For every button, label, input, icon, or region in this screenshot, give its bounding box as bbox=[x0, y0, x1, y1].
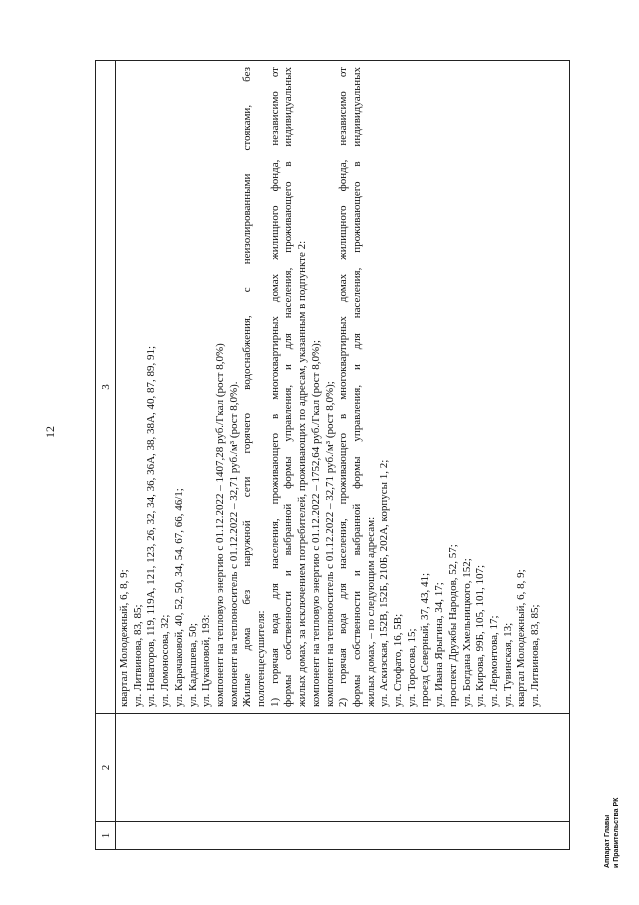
text-line: ул. Тувинская, 13; bbox=[501, 622, 514, 707]
text-line: компонент на тепловую энергию с 01.12.2022 – 1407,28 руб./Гкал (рост 8,0%) bbox=[213, 343, 226, 707]
text-line: формы собственности и выбранной формы управления, и для населения, проживающего в индивидуальных bbox=[350, 67, 363, 707]
header-col-3: 3 bbox=[96, 61, 116, 714]
text-line: ул. Ивана Ярыгина, 34, 17; bbox=[433, 582, 446, 707]
stamp-line-2: и Правительства РК bbox=[613, 797, 620, 868]
cell-col-3 bbox=[116, 61, 570, 714]
text-line: ул. Новаторов, 119, 119А, 121, 123, 26, 32, 34, 36, 36А, 38, 38А, 40, 87, 89, 91; bbox=[145, 345, 158, 707]
table-body-row bbox=[116, 61, 570, 850]
text-line: ул. Лермонтова, 17; bbox=[487, 615, 500, 707]
tariff-text bbox=[116, 61, 543, 713]
text-line: Жилые дома без наружной сети горячего водоснабжения, с неизолированными стояками, без bbox=[241, 67, 254, 707]
text-line: ул. Кадышева, 50; bbox=[186, 623, 199, 707]
cell-col-1 bbox=[116, 822, 570, 850]
text-line: квартал Молодежный, 6, 8, 9; bbox=[118, 569, 130, 707]
text-line: жилых домах, – по следующим адресам: bbox=[364, 516, 377, 707]
text-line: проспект Дружбы Народов, 52, 57; bbox=[446, 544, 459, 707]
text-line: формы собственности и выбранной формы управления, и для населения, проживающего в индивидуальных bbox=[282, 67, 295, 707]
text-line: ул. Карачаковой, 40, 52, 50, 34, 54, 67, 66, 46/1; bbox=[172, 488, 185, 707]
text-line: ул. Стофато, 16, 5В; bbox=[392, 613, 405, 707]
text-line: ул. Аскизская, 152В, 152Б, 210Б, 202А, корпусы 1, 2; bbox=[378, 459, 391, 707]
header-col-2: 2 bbox=[96, 714, 116, 822]
text-line: компонент на тепловую энергию с 01.12.2022 – 1752,64 руб./Гкал (рост 8,0%); bbox=[309, 340, 322, 707]
page-number: 12 bbox=[43, 426, 57, 438]
stamp-line-1: Аппарат Главы bbox=[604, 814, 611, 868]
text-line: ул. Литвинова, 83, 85; bbox=[131, 604, 144, 707]
text-line: проезд Северный, 37, 43, 41; bbox=[419, 572, 432, 707]
text-line: ул. Литвинова, 83, 85; bbox=[529, 604, 542, 707]
text-line: ул. Цукановой, 193: bbox=[200, 614, 213, 707]
text-line: ул. Кирова, 99Б, 105, 101, 107; bbox=[474, 564, 487, 707]
table-header-row bbox=[96, 61, 116, 850]
text-line: 2) горячая вода для населения, проживающего в многоквартирных домах жилищного фонда, независимо от bbox=[337, 67, 350, 707]
text-line: 1) горячая вода для населения, проживающего в многоквартирных домах жилищного фонда, независимо от bbox=[268, 67, 281, 707]
text-line: компонент на теплоноситель с 01.12.2022 – 32,71 руб./м³ (рост 8,0%). bbox=[227, 381, 240, 707]
stamp bbox=[603, 798, 621, 868]
tariff-table-sheet bbox=[95, 60, 570, 850]
header-col-1: 1 bbox=[96, 822, 116, 850]
text-line: ул. Торосова, 15; bbox=[405, 628, 418, 707]
text-line: ул. Богдана Хмельницкого, 152; bbox=[460, 558, 473, 707]
cell-col-2 bbox=[116, 714, 570, 822]
text-line: полотенцесушителя: bbox=[255, 610, 268, 707]
text-line: жилых домах, за исключением потребителей, проживающих по адресам, указанным в подпункте 2: bbox=[296, 240, 309, 707]
text-line: квартал Молодежный, 6, 8, 9; bbox=[515, 569, 528, 707]
tariff-table bbox=[95, 60, 570, 850]
text-line: ул. Ломоносова, 32; bbox=[159, 614, 172, 707]
text-line: компонент на теплоноситель с 01.12.2022 – 32,71 руб./м³ (рост 8,0%); bbox=[323, 381, 336, 707]
